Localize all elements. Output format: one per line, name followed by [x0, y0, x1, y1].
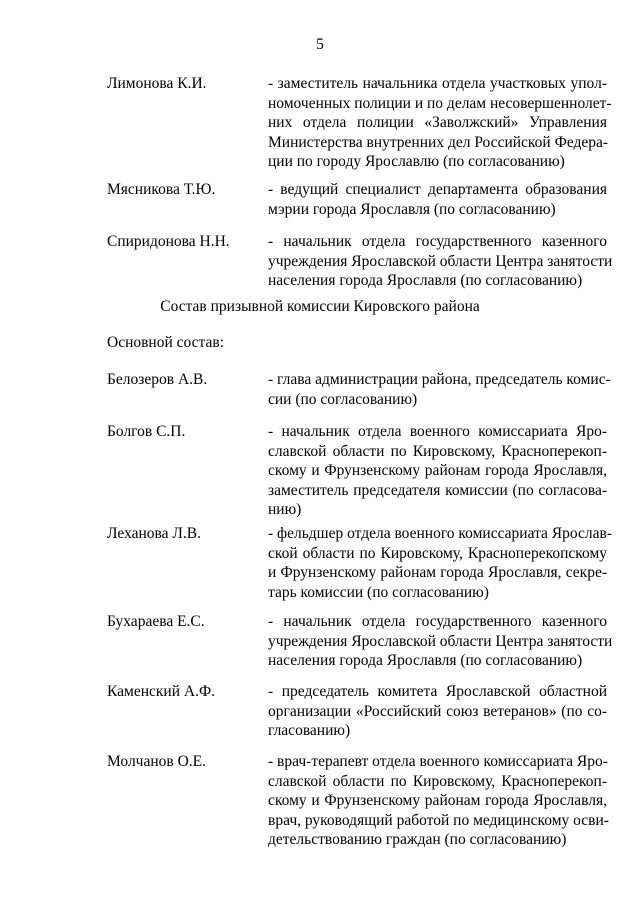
description-line: врач, руководящий работой по медицинскому осви- — [268, 811, 609, 829]
description-line: - начальник отдела государственного казенного — [268, 233, 607, 250]
member-description — [268, 524, 612, 602]
member-description — [268, 612, 613, 671]
description-line: славской области по Кировскому, Красноперекоп- — [268, 442, 607, 460]
description-line: номоченных полиции и по делам несовершеннолет- — [268, 94, 612, 112]
description-line: мэрии города Ярославля (по согласованию) — [268, 200, 556, 218]
member-name: Мясникова Т.Ю. — [107, 181, 216, 198]
member-name: Молчанов О.Е. — [107, 753, 207, 770]
description-line: тарь комиссии (по согласованию) — [268, 583, 489, 601]
page-number: 5 — [316, 36, 324, 53]
member-name: Болгов С.П. — [107, 423, 186, 440]
description-line: детельствованию граждан (по согласованию) — [268, 831, 567, 848]
description-line: - председатель комитета Ярославской областной — [268, 683, 607, 700]
description-line: скому и Фрунзенскому районам города Ярославля, — [268, 792, 607, 809]
description-line: населения города Ярославля (по согласованию) — [268, 272, 583, 289]
description-line: - врач-терапевт отдела военного комиссариата Яро- — [268, 753, 608, 770]
member-description — [268, 370, 611, 409]
description-line: учреждения Ярославской области Центра занятости — [268, 252, 613, 270]
member-name: Спиридонова Н.Н. — [107, 233, 230, 250]
section-title: Состав призывной комиссии Кировского района — [160, 298, 480, 315]
member-description — [268, 232, 613, 291]
description-line: нию) — [268, 501, 302, 518]
member-description — [268, 422, 607, 520]
description-line: - начальник отдела государственного казенного — [268, 613, 607, 630]
member-description — [268, 682, 607, 741]
member-description — [268, 180, 607, 219]
description-line: населения города Ярославля (по согласованию) — [268, 652, 583, 669]
description-line: - глава администрации района, председатель комис- — [268, 371, 611, 388]
description-line: Министерства внутренних дел Российской Федера- — [268, 133, 609, 151]
description-line: учреждения Ярославской области Центра занятости — [268, 632, 613, 650]
member-name: Бухараева Е.С. — [107, 613, 205, 630]
description-line: - фельдшер отдела военного комиссариата Ярослав- — [268, 525, 612, 542]
member-description — [268, 752, 607, 850]
description-line: заместитель председателя комиссии (по согласова- — [268, 481, 607, 499]
member-name: Каменский А.Ф. — [107, 683, 216, 700]
description-line: сии (по согласованию) — [268, 390, 418, 408]
description-line: - заместитель начальника отдела участковых упол- — [268, 75, 607, 92]
description-line: скому и Фрунзенскому районам города Ярославля, — [268, 462, 607, 479]
member-name: Леханова Л.В. — [107, 525, 202, 542]
description-line: организации «Российский союз ветеранов» (по со- — [268, 702, 607, 720]
member-description — [268, 74, 612, 172]
description-line: ции по городу Ярославлю (по согласованию) — [268, 153, 565, 170]
description-line: ской области по Кировскому, Красноперекопскому — [268, 544, 607, 562]
description-line: них отдела полиции «Заволжский» Управления — [268, 114, 607, 131]
subheading: Основной состав: — [107, 334, 225, 351]
description-line: гласованию) — [268, 722, 351, 739]
description-line: и Фрунзенскому районам города Ярославля, секре- — [268, 564, 607, 581]
member-name: Белозеров А.В. — [107, 371, 208, 388]
description-line: - начальник отдела военного комиссариата Яро- — [268, 423, 607, 440]
member-name: Лимонова К.И. — [107, 75, 207, 92]
description-line: славской области по Кировскому, Красноперекоп- — [268, 772, 607, 790]
description-line: - ведущий специалист департамента образования — [268, 181, 607, 198]
